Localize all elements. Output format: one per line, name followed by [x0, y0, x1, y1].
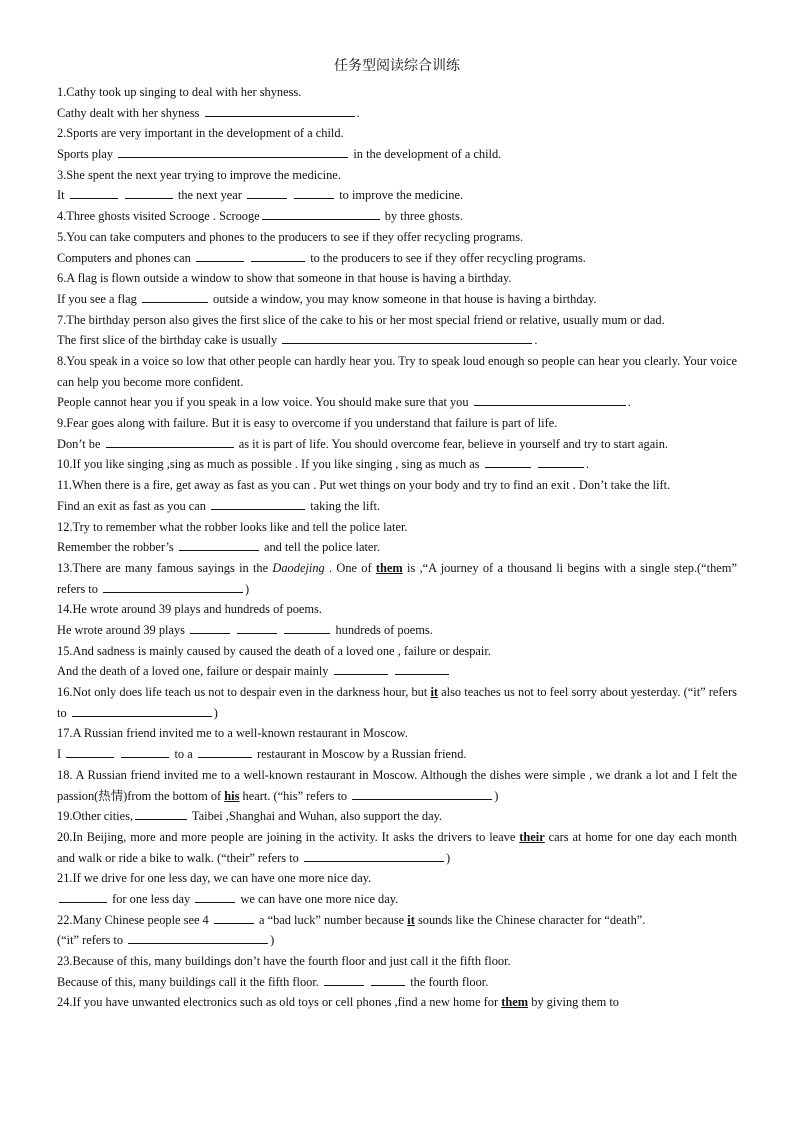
question-21: 21.If we drive for one less day, we can have one more nice day.: [57, 871, 372, 886]
question-24: 24.If you have unwanted electronics such as old toys or cell phones ,find a new home for them by giving them to: [57, 995, 619, 1010]
question-9: 9.Fear goes along with failure. But it is easy to overcome if you understand that failure is part of life.: [57, 416, 558, 431]
question-11: 11.When there is a fire, get away as fast as you can . Put wet things on your body and try to find an exit . Don’t take the lift.: [57, 478, 671, 493]
question-19: 19.Other cities, Taibei ,Shanghai and Wuhan, also support the day.: [57, 806, 737, 827]
document-page: [57, 56, 737, 1013]
blank[interactable]: [485, 454, 531, 468]
question-16: 16.Not only does life teach us not to despair even in the darkness hour, but it also teaches us not to feel sorry about yesterday. (“it” refers to ): [57, 685, 737, 720]
question-7: 7.The birthday person also gives the first slice of the cake to his or her most special friend or relative, usually mum or dad.: [57, 312, 665, 327]
blank[interactable]: [538, 454, 584, 468]
blank[interactable]: [352, 786, 492, 800]
blank[interactable]: [474, 392, 626, 406]
blank[interactable]: [142, 289, 208, 303]
blank[interactable]: [284, 620, 330, 634]
blank[interactable]: [262, 206, 380, 220]
blank[interactable]: [282, 330, 532, 344]
question-8: 8.You speak in a voice so low that other people can hardly hear you. Try to speak loud enough so people can hear you clearly. Your voice can help you become more confident.: [57, 353, 737, 389]
question-14: 14.He wrote around 39 plays and hundreds of poems.: [57, 602, 322, 617]
answer-1: Cathy dealt with her shyness .: [57, 103, 737, 124]
blank[interactable]: [251, 248, 305, 262]
blank[interactable]: [205, 103, 355, 117]
blank[interactable]: [214, 910, 254, 924]
page-title: 任务型阅读综合训练: [334, 58, 460, 74]
question-18: 18. A Russian friend invited me to a well-known restaurant in Moscow. Although the dishes were simple , we drank a lot and I felt the passion(热情)from the bottom of his heart. (“his” refers to ): [57, 767, 737, 803]
question-22: 22.Many Chinese people see 4 a “bad luck” number because it sounds like the Chinese character for “death”.: [57, 910, 737, 931]
blank[interactable]: [190, 620, 230, 634]
blank[interactable]: [59, 889, 107, 903]
blank[interactable]: [237, 620, 277, 634]
answer-12: Remember the robber’s and tell the police later.: [57, 537, 737, 558]
answer-6: If you see a flag outside a window, you may know someone in that house is having a birthday.: [57, 289, 737, 310]
question-13: 13.There are many famous sayings in the Daodejing . One of them is ,“A journey of a thousand li begins with a single step.(“them” refers to ): [57, 560, 737, 596]
blank[interactable]: [72, 703, 212, 717]
blank[interactable]: [179, 537, 259, 551]
question-15: 15.And sadness is mainly caused by caused the death of a loved one , failure or despair.: [57, 643, 491, 658]
question-23: 23.Because of this, many buildings don’t have the fourth floor and just call it the fifth floor.: [57, 954, 511, 969]
blank[interactable]: [121, 744, 169, 758]
blank[interactable]: [304, 848, 444, 862]
answer-7: The first slice of the birthday cake is usually .: [57, 330, 737, 351]
blank[interactable]: [70, 185, 118, 199]
blank[interactable]: [371, 972, 405, 986]
question-12: 12.Try to remember what the robber looks like and tell the police later.: [57, 519, 408, 534]
answer-21: for one less day we can have one more nice day.: [57, 889, 737, 910]
blank[interactable]: [211, 496, 305, 510]
blank[interactable]: [128, 930, 268, 944]
answer-11: Find an exit as fast as you can taking the lift.: [57, 496, 737, 517]
blank[interactable]: [195, 889, 235, 903]
question-22-ref: (“it” refers to ): [57, 930, 737, 951]
blank[interactable]: [125, 185, 173, 199]
blank[interactable]: [135, 806, 187, 820]
question-6: 6.A flag is flown outside a window to show that someone in that house is having a birthday.: [57, 271, 512, 286]
answer-23: Because of this, many buildings call it the fifth floor. the fourth floor.: [57, 972, 737, 993]
blank[interactable]: [247, 185, 287, 199]
blank[interactable]: [334, 661, 388, 675]
answer-5: Computers and phones can to the producers to see if they offer recycling programs.: [57, 248, 737, 269]
answer-2: Sports play in the development of a child.: [57, 144, 737, 165]
question-10: 10.If you like singing ,sing as much as possible . If you like singing , sing as much as .: [57, 454, 737, 475]
answer-3: It the next year to improve the medicine.: [57, 185, 737, 206]
question-17: 17.A Russian friend invited me to a well-known restaurant in Moscow.: [57, 726, 408, 741]
blank[interactable]: [324, 972, 364, 986]
answer-8: People cannot hear you if you speak in a low voice. You should make sure that you .: [57, 392, 737, 413]
question-1: 1.Cathy took up singing to deal with her shyness.: [57, 85, 302, 99]
blank[interactable]: [118, 144, 348, 158]
question-4: 4.Three ghosts visited Scrooge . Scrooge by three ghosts.: [57, 206, 737, 227]
answer-14: He wrote around 39 plays hundreds of poems.: [57, 620, 737, 641]
blank[interactable]: [395, 661, 449, 675]
question-3: 3.She spent the next year trying to improve the medicine.: [57, 167, 341, 182]
blank[interactable]: [294, 185, 334, 199]
blank[interactable]: [106, 434, 234, 448]
question-5: 5.You can take computers and phones to the producers to see if they offer recycling programs.: [57, 229, 524, 244]
blank[interactable]: [103, 579, 243, 593]
answer-9: Don’t be as it is part of life. You should overcome fear, believe in yourself and try to start again.: [57, 434, 737, 455]
question-2: 2.Sports are very important in the development of a child.: [57, 126, 344, 141]
answer-17: I to a restaurant in Moscow by a Russian friend.: [57, 744, 737, 765]
blank[interactable]: [66, 744, 114, 758]
blank[interactable]: [196, 248, 244, 262]
question-20: 20.In Beijing, more and more people are joining in the activity. It asks the drivers to leave their cars at home for one day each month and walk or ride a bike to walk. (“their” refers to ): [57, 829, 737, 865]
blank[interactable]: [198, 744, 252, 758]
answer-15: And the death of a loved one, failure or despair mainly: [57, 661, 737, 682]
